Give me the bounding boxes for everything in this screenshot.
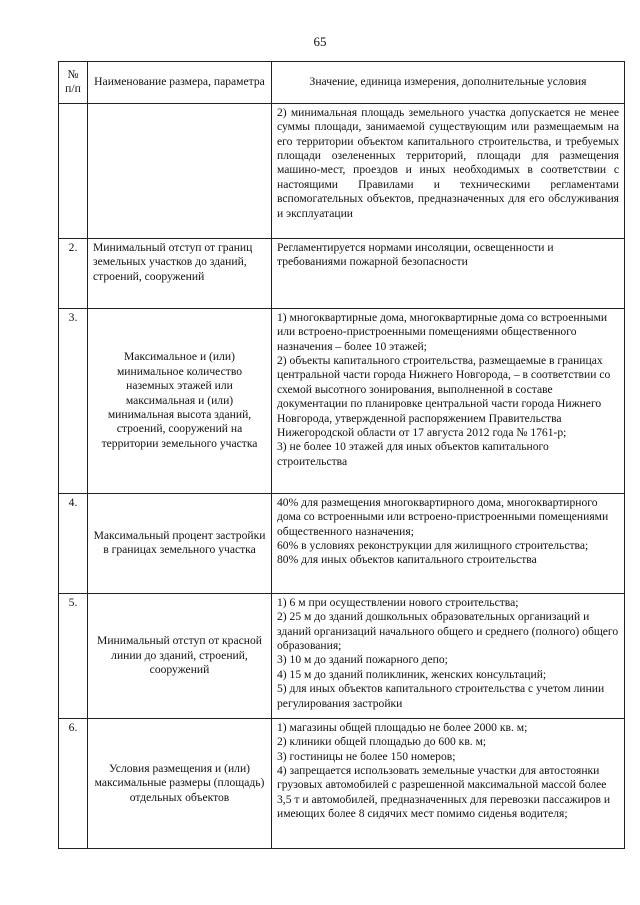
row-value (272, 493, 625, 593)
value-line: 2) 25 м до зданий дошкольных образовательных организаций и зданий организаций начального общего и среднего (полного) общего образования; (277, 610, 619, 653)
table-row (59, 593, 625, 718)
row-parameter-name (88, 103, 272, 238)
table-row (59, 103, 625, 238)
header-number: № п/п (59, 62, 88, 104)
value-line: 3) не более 10 этажей для иных объектов капитального строительства (277, 440, 549, 468)
header-parameter-name: Наименование размера, параметра (88, 62, 272, 104)
row-number: 2. (59, 238, 88, 308)
value-line: 1) многоквартирные дома, многоквартирные дома со встроенными или встроено-пристроенными помещениями общественного назначения – более 10 этажей; (277, 310, 608, 353)
row-value (272, 238, 625, 308)
value-line: 1) 6 м при осуществлении нового строительства; (277, 595, 519, 609)
row-number: 4. (59, 493, 88, 593)
row-parameter-name: Минимальный отступ от границ земельных участков до зданий, строений, сооружений (88, 238, 272, 308)
value-line: Регламентируется нормами инсоляции, освещенности и требованиями пожарной безопасности (277, 240, 554, 269)
value-line: 40% для размещения многоквартирного дома, многоквартирного дома со встроенными или встроено-пристроенными помещениями общественного назначения; (277, 495, 609, 538)
row-value (272, 718, 625, 848)
value-line: 3) гостиницы не более 150 номеров; (277, 749, 456, 763)
row-parameter-name: Максимальный процент застройки в границах земельного участка (88, 493, 272, 593)
row-value (272, 103, 625, 238)
value-line: 3) 10 м до зданий пожарного депо; (277, 653, 448, 667)
value-line: 60% в условиях реконструкции для жилищного строительства; (277, 539, 589, 553)
value-line: 2) объекты капитального строительства, размещаемые в границах центральной части города Нижнего Новгорода, – в соответствии со схемой высотного зонирования, выполненной в составе документации по планировке центральной части города Нижнего Новгорода, утвержденной распоряжением Правительства Нижегородской области от 17 августа 2012 года № 1761-р; (277, 354, 611, 440)
row-number (59, 103, 88, 238)
table-header-row (59, 62, 625, 104)
table-row (59, 238, 625, 308)
row-number: 3. (59, 308, 88, 493)
row-value (272, 593, 625, 718)
value-line: 1) магазины общей площадью не более 2000 кв. м; (277, 720, 528, 734)
value-line: 2) минимальная площадь земельного участка допускается не менее суммы площади, занимаемой существующим или размещаемым на его территории объектом капитального строительства, и требуемых площади озелененных территорий, площади для размещения машино-мест, проездов и иных необходимых в соответствии с настоящими Правилами и техническими регламентами вспомогательных объектов, предназначенных для его обслуживания и эксплуатации (277, 105, 619, 220)
row-parameter-name: Условия размещения и (или) максимальные размеры (площадь) отдельных объектов (88, 718, 272, 848)
table-row (59, 493, 625, 593)
value-line: 5) для иных объектов капитального строительства с учетом линии регулирования застройки (277, 682, 605, 710)
regulations-table (58, 61, 625, 849)
page-number: 65 (313, 34, 327, 49)
table-row (59, 308, 625, 493)
value-line: 80% для иных объектов капитального строительства (277, 553, 537, 567)
row-number: 6. (59, 718, 88, 848)
row-number: 5. (59, 593, 88, 718)
header-value: Значение, единица измерения, дополнительные условия (272, 62, 625, 104)
table-row (59, 718, 625, 848)
value-line: 2) клиники общей площадью до 600 кв. м; (277, 735, 487, 749)
value-line: 4) 15 м до зданий поликлиник, женских консультаций; (277, 667, 547, 681)
row-parameter-name: Максимальное и (или) минимальное количество наземных этажей или максимальная и (или) минимальная высота зданий, строений, сооружений на территории земельного участка (88, 308, 272, 493)
value-line: 4) запрещается использовать земельные участки для автостоянки грузовых автомобилей с разрешенной максимальной массой более 3,5 т и автомобилей, предназначенных для перевозки пассажиров и имеющих более 8 сидячих мест помимо сиденья водителя; (277, 764, 611, 821)
row-parameter-name: Минимальный отступ от красной линии до зданий, строений, сооружений (88, 593, 272, 718)
row-value (272, 308, 625, 493)
